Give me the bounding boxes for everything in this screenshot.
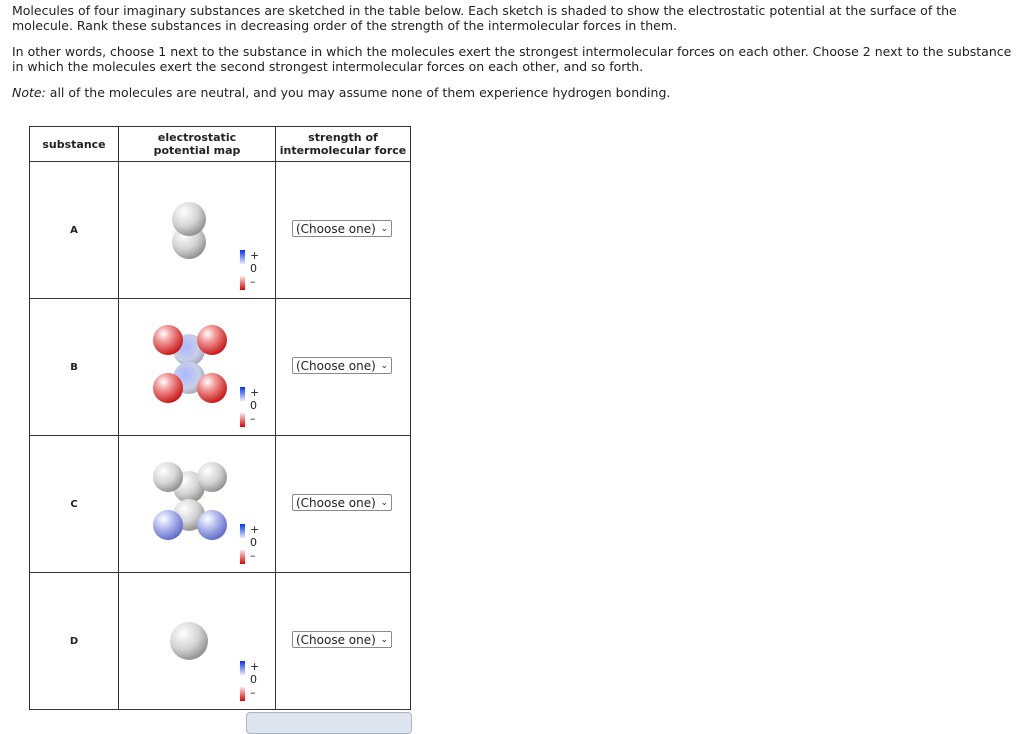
header-potential-map [119,127,276,162]
substance-label-a: A [30,162,119,299]
potential-map-a [119,162,276,299]
rank-select-d[interactable] [292,631,392,648]
scale-zero: 0 [250,262,257,275]
scale-minus: – [250,549,256,562]
substance-label-b: B [30,299,119,436]
scale-minus: – [250,686,256,699]
potential-scale-b [240,387,264,427]
header-strength-line2: intermolecular force [279,144,407,157]
potential-scale-c [240,524,264,564]
note-label: Note: [12,85,46,100]
answer-toolbar-button[interactable] [246,712,412,734]
potential-scale-a [240,250,264,290]
rank-select-d-value: (Choose one) [296,633,376,647]
table-row-b [30,299,411,436]
header-strength [276,127,411,162]
scale-plus: + [250,523,260,536]
rank-select-b-value: (Choose one) [296,359,376,373]
rank-select-c[interactable] [292,494,392,511]
substance-label-c: C [30,436,119,573]
header-map-line2: potential map [153,144,241,157]
rank-select-b[interactable] [292,357,392,374]
potential-map-b [119,299,276,436]
strength-cell-b [276,299,411,436]
scale-zero: 0 [250,399,257,412]
table-row-c [30,436,411,573]
substance-label-d: D [30,573,119,710]
scale-zero: 0 [250,536,257,549]
potential-map-c [119,436,276,573]
rank-select-a[interactable] [292,220,392,237]
scale-plus: + [250,249,260,262]
table-row-a [30,162,411,299]
rank-select-a-value: (Choose one) [296,222,376,236]
scale-zero: 0 [250,673,257,686]
chevron-down-icon: ⌄ [380,498,388,508]
table-header-row [30,127,411,162]
question-text [12,3,1017,111]
chevron-down-icon: ⌄ [380,224,388,234]
scale-plus: + [250,386,260,399]
scale-plus: + [250,660,260,673]
intro-paragraph-2: In other words, choose 1 next to the substance in which the molecules exert the strongest intermolecular forces on each other. Choose 2 next to the substance in which the molecules exert the second strongest intermolecular forces on each other, and so forth. [12,44,1012,74]
intro-paragraph-1: Molecules of four imaginary substances are sketched in the table below. Each sketch is shaded to show the electrostatic potential at the surface of the molecule. Rank these substances in decreasing order of the strength of the intermolecular forces in them. [12,3,957,33]
rank-select-c-value: (Choose one) [296,496,376,510]
chevron-down-icon: ⌄ [380,361,388,371]
scale-minus: – [250,275,256,288]
header-substance: substance [30,127,119,162]
table-row-d [30,573,411,710]
header-strength-line1: strength of [308,131,378,144]
potential-scale-d [240,661,264,701]
strength-cell-d [276,573,411,710]
strength-cell-c [276,436,411,573]
intro-note [12,85,1017,100]
chevron-down-icon: ⌄ [380,635,388,645]
potential-map-d [119,573,276,710]
header-map-line1: electrostatic [157,131,237,144]
note-text: all of the molecules are neutral, and you may assume none of them experience hydrogen bonding. [45,85,671,100]
substances-table [29,126,411,710]
strength-cell-a [276,162,411,299]
scale-minus: – [250,412,256,425]
